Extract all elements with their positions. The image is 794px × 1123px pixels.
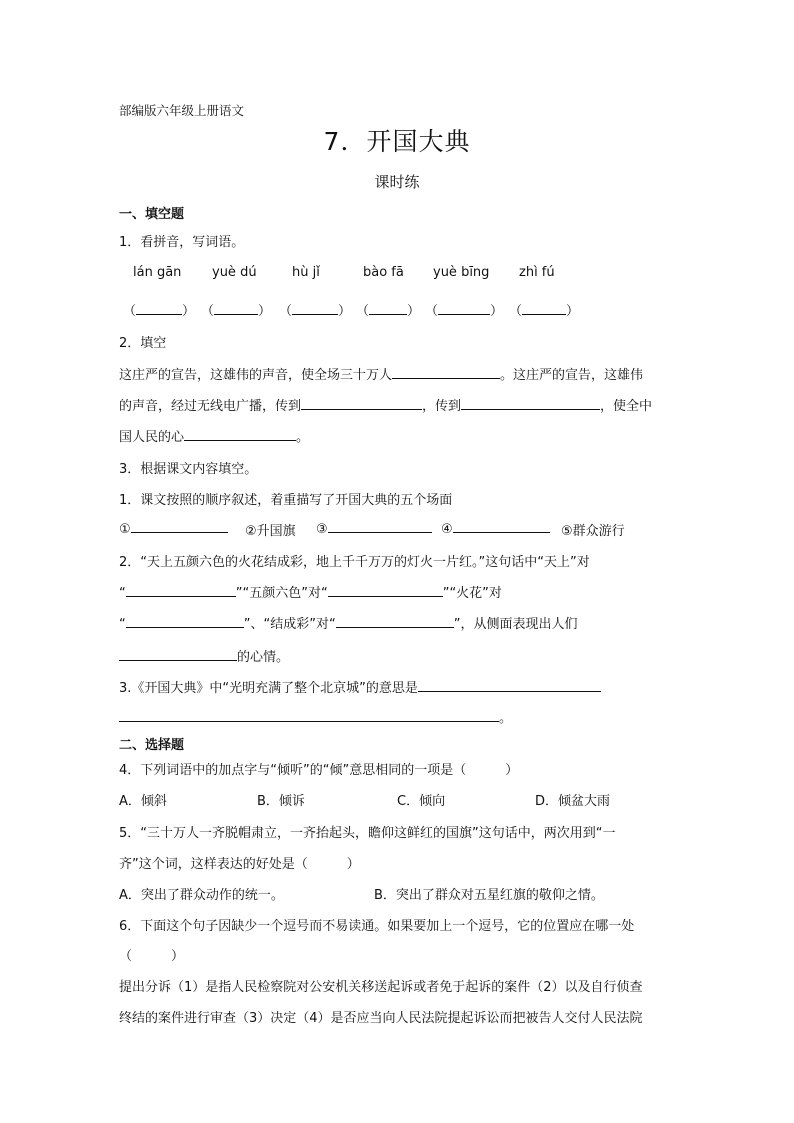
q4-option-a[interactable]: A．倾斜 — [119, 794, 167, 809]
scene-blank-1[interactable] — [131, 520, 228, 533]
pinyin-1: lán gān — [133, 265, 182, 280]
q2-blank-3[interactable] — [461, 397, 600, 410]
s2-blank-4[interactable] — [336, 615, 454, 628]
s2-blank-1[interactable] — [126, 584, 236, 597]
scene-blank-3[interactable] — [328, 520, 432, 533]
section-heading-choice: 二、选择题 — [119, 738, 185, 753]
q6-line-4: 终结的案件进行审查（3）决定（4）是否应当向人民法院提起诉讼而把被告人交付人民法院 — [119, 1011, 643, 1026]
q5-option-b[interactable]: B．突出了群众对五星红旗的敬仰之情。 — [374, 888, 604, 903]
q6-line-1: 6．下面这个句子因缺少一个逗号而不易读通。如果要加上一个逗号，它的位置应在哪一处 — [119, 919, 635, 934]
q4-option-c[interactable]: C．倾向 — [397, 794, 446, 809]
q3-scene-2: ②升国旗 — [245, 524, 296, 539]
q3-s2-line-1: 2．“天上五颜六色的火花结成彩，地上千千万万的灯火一片红。”这句话中“天上”对 — [119, 555, 590, 570]
page-subtitle: 课时练 — [374, 173, 420, 191]
q3-s3-line-1: 3.《开国大典》中“光明充满了整个北京城”的意思是 — [119, 677, 601, 696]
q3-s1: 1．课文按照的顺序叙述，着重描写了开国大典的五个场面 — [119, 493, 453, 508]
s2-blank-5[interactable] — [119, 648, 237, 661]
q4-option-d[interactable]: D．倾盆大雨 — [535, 794, 611, 809]
q3-s2-line-2: “ ”“五颜六色”对“ ”“火花”对 — [119, 586, 502, 601]
s2-blank-2[interactable] — [328, 584, 443, 597]
section-heading-fill-blank: 一、填空题 — [119, 207, 185, 222]
answer-blank-3[interactable]: （ ） — [279, 304, 352, 319]
page-title: 7．开国大典 — [323, 127, 471, 156]
q2-blank-4[interactable] — [184, 428, 296, 441]
answer-blank-1[interactable]: （ ） — [123, 304, 196, 319]
scene-blank-4[interactable] — [453, 520, 550, 533]
pinyin-4: bào fā — [363, 265, 404, 280]
q3-s3-line-2: 。 — [119, 707, 512, 726]
pinyin-6: zhì fú — [519, 265, 555, 280]
q5-line-2: 齐”这个词，这样表达的好处是（ ） — [119, 857, 360, 872]
q3-scene-1: ① — [119, 520, 228, 537]
q6-line-2: （ ） — [119, 949, 185, 964]
answer-blank-4[interactable]: （ ） — [356, 304, 421, 319]
answer-blank-6[interactable]: （ ） — [509, 304, 580, 319]
q2-line-3: 国人民的心 。 — [119, 430, 310, 445]
q1-prompt: 1．看拼音，写词语。 — [119, 235, 245, 250]
s2-blank-3[interactable] — [126, 615, 244, 628]
q2-prompt: 2．填空 — [119, 336, 167, 351]
pinyin-5: yuè bīng — [433, 265, 490, 280]
q2-line-1: 这庄严的宣告，这雄伟的声音，使全场三十万人 。这庄严的宣告，这雄伟 — [119, 368, 644, 383]
q2-blank-1[interactable] — [392, 366, 500, 379]
q3-s2-line-3: “ ”、“结成彩”对“ ”，从侧面表现出人们 — [119, 617, 578, 632]
q5-option-a[interactable]: A．突出了群众动作的统一。 — [119, 888, 284, 903]
q3-s2-line-4: 的心情。 — [119, 646, 289, 665]
q2-blank-2[interactable] — [301, 397, 422, 410]
s3-blank-1[interactable] — [418, 679, 601, 692]
q4-prompt: 4．下列词语中的加点字与“倾听”的“倾”意思相同的一项是（ ） — [119, 763, 519, 778]
document-label: 部编版六年级上册语文 — [119, 103, 245, 118]
q5-line-1: 5．“三十万人一齐脱帽肃立，一齐抬起头，瞻仰这鲜红的国旗”这句话中，两次用到“一 — [119, 826, 616, 841]
q3-prompt: 3．根据课文内容填空。 — [119, 462, 258, 477]
answer-blank-5[interactable]: （ ） — [425, 304, 504, 319]
q3-scene-4: ④ — [441, 520, 550, 537]
answer-blank-2[interactable]: （ ） — [201, 304, 272, 319]
pinyin-3: hù jǐ — [292, 265, 320, 280]
q4-option-b[interactable]: B．倾诉 — [257, 794, 305, 809]
q2-line-2: 的声音，经过无线电广播，传到 ，传到 ，使全中 — [119, 399, 653, 414]
q6-line-3: 提出分诉（1）是指人民检察院对公安机关移送起诉或者免于起诉的案件（2）以及自行侦查 — [119, 980, 643, 995]
q3-scene-3: ③ — [316, 520, 432, 537]
s3-blank-2[interactable] — [119, 709, 499, 722]
q3-scene-5: ⑤群众游行 — [561, 524, 625, 539]
pinyin-2: yuè dú — [212, 265, 257, 280]
